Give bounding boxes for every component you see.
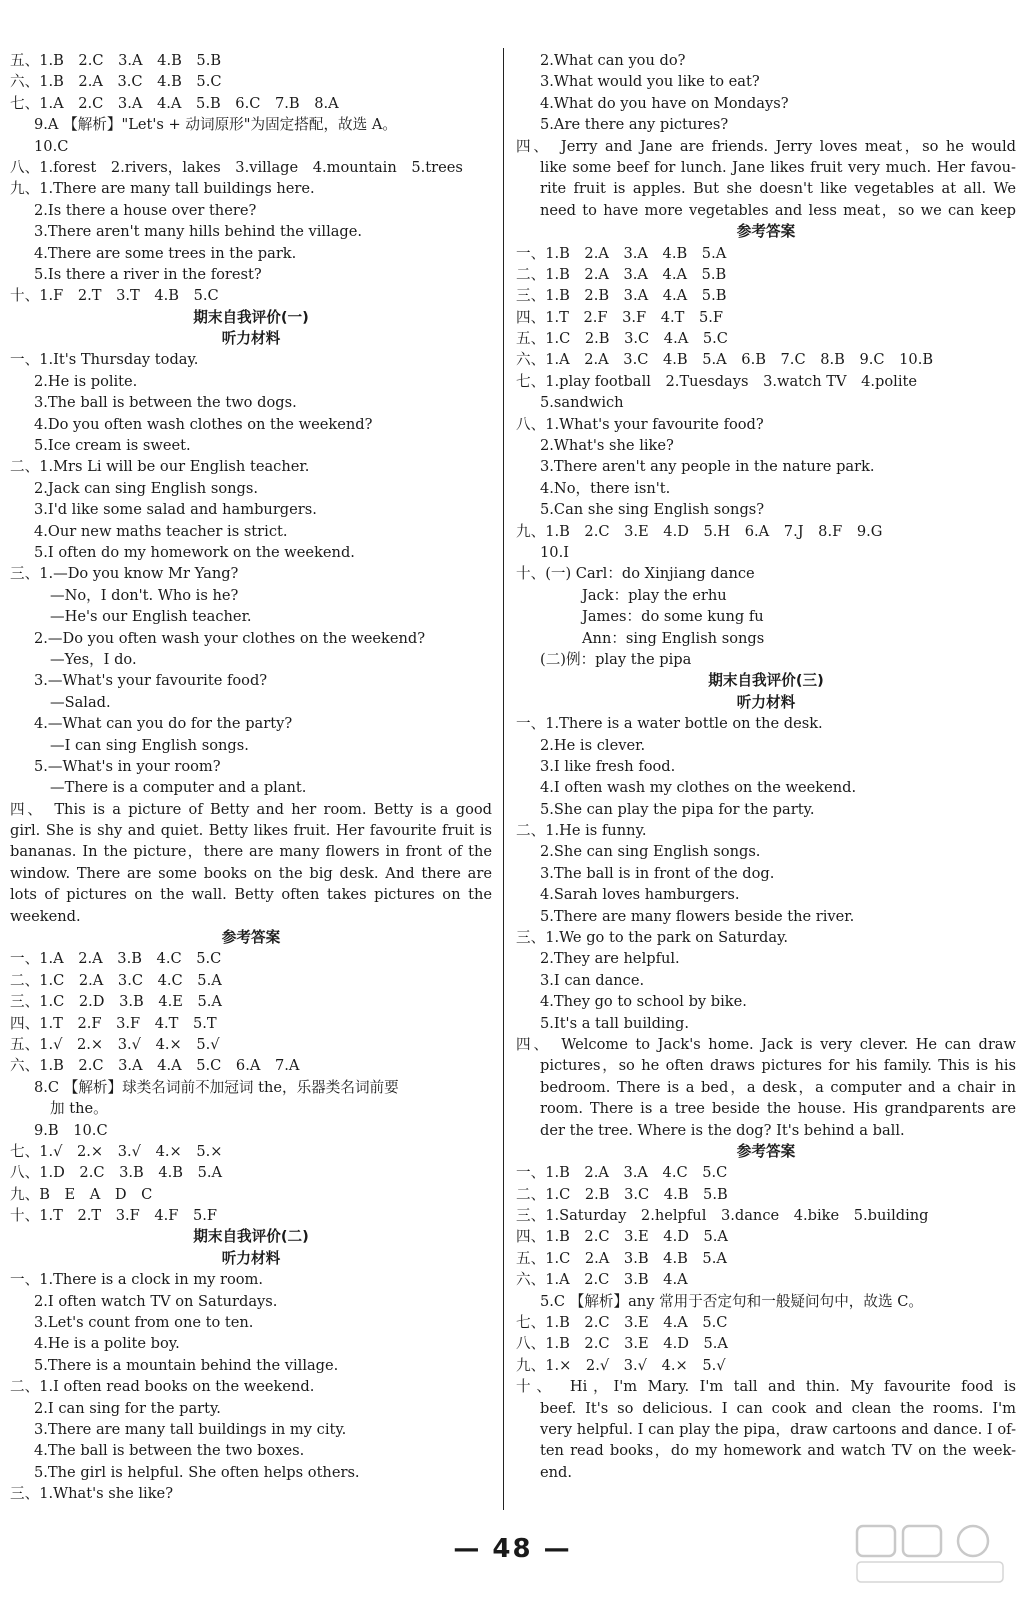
answer-line: 五、1.C 2.A 3.B 4.B 5.A — [516, 1249, 727, 1267]
paragraph-line: 四、 Jerry and Jane are friends. Jerry loves meat，so he would — [516, 137, 1016, 155]
watermark-logo — [855, 1524, 1005, 1586]
answer-line: 10.I — [540, 543, 569, 561]
transcript-line: 2.They are helpful. — [540, 950, 680, 968]
transcript-line: —Yes，I do. — [50, 650, 137, 668]
transcript-line: 5.She can play the pipa for the party. — [540, 800, 815, 818]
paragraph-line: weekend. — [10, 907, 81, 925]
page-number: — 48 — — [453, 1534, 572, 1564]
transcript-line: 5.I often do my homework on the weekend. — [34, 543, 355, 561]
paragraph-line: 十、 Hi，I'm Mary. I'm tall and thin. My favourite food is — [516, 1378, 1016, 1396]
answer-line: James：do some kung fu — [582, 608, 764, 626]
answer-line: 10.C — [34, 137, 69, 155]
transcript-line: 三、1.What's she like? — [10, 1485, 174, 1503]
answer-line: 一、1.A 2.A 3.B 4.C 5.C — [10, 950, 222, 968]
answer-line: 八、1.B 2.C 3.E 4.D 5.A — [516, 1335, 728, 1353]
section-subtitle: 听力材料 — [221, 1249, 281, 1267]
answer-line: 九、1.B 2.C 3.E 4.D 5.H 6.A 7.J 8.F 9.G — [516, 522, 883, 540]
answer-line: Ann：sing English songs — [582, 629, 765, 647]
analysis-line: 9.A 【解析】"Let's + 动词原形"为固定搭配，故选 A。 — [34, 116, 397, 134]
answer-line: 四、1.T 2.F 3.F 4.T 5.T — [10, 1014, 217, 1032]
transcript-line: 5.It's a tall building. — [540, 1014, 690, 1032]
answer-line: 六、1.B 2.A 3.C 4.B 5.C — [10, 73, 222, 91]
transcript-line: 4.What do you have on Mondays? — [540, 94, 789, 112]
answer-line: 五、1.C 2.B 3.C 4.A 5.C — [516, 330, 728, 348]
answer-line: 二、1.C 2.A 3.C 4.C 5.A — [10, 971, 222, 989]
analysis-line: 加 the。 — [50, 1100, 108, 1118]
paragraph-line: 四、 Welcome to Jack's home. Jack is very clever. He can draw — [516, 1035, 1016, 1053]
section-title: 期末自我评价(二) — [193, 1228, 309, 1246]
answer-line: 9.B 10.C — [34, 1121, 108, 1139]
answer-line: (二)例：play the pipa — [540, 650, 692, 668]
transcript-line: 2.I often watch TV on Saturdays. — [34, 1292, 278, 1310]
paragraph-line: girl. She is shy and quiet. Betty likes fruit. Her favourite fruit is — [10, 822, 492, 840]
answer-line: 五、1.B 2.C 3.A 4.B 5.B — [10, 52, 222, 69]
paragraph-line: window. There are some books on the big desk. And there are — [10, 864, 492, 882]
transcript-line: 5.There is a mountain behind the village. — [34, 1356, 339, 1374]
paragraph-line: lots of pictures on the wall. Betty often takes pictures on the — [10, 886, 492, 904]
answer-line: 2.What's she like? — [540, 437, 674, 455]
analysis-line: 8.C 【解析】球类名词前不加冠词 the，乐器类名词前要 — [34, 1078, 399, 1096]
transcript-line: 4.I often wash my clothes on the weekend. — [540, 779, 857, 797]
transcript-line: 4.The ball is between the two boxes. — [34, 1442, 305, 1460]
transcript-line: —No，I don't. Who is he? — [50, 586, 239, 604]
paragraph-line: 四、 This is a picture of Betty and her room. Betty is a good — [10, 800, 492, 818]
answer-line: 七、1.play football 2.Tuesdays 3.watch TV 4.polite — [516, 372, 918, 390]
transcript-line: 2.Jack can sing English songs. — [34, 479, 258, 497]
answer-line: 三、1.B 2.B 3.A 4.A 5.B — [516, 287, 727, 305]
answer-line: 九、B E A D C — [10, 1185, 153, 1203]
transcript-line: 2.He is clever. — [540, 736, 646, 754]
answer-line: 十、(一) Carl：do Xinjiang dance — [516, 565, 755, 583]
transcript-line: 3.I'd like some salad and hamburgers. — [34, 501, 317, 519]
answer-line: 三、1.Saturday 2.helpful 3.dance 4.bike 5.building — [516, 1207, 929, 1225]
transcript-line: 4.Our new maths teacher is strict. — [34, 522, 288, 540]
answer-line: 六、1.A 2.A 3.C 4.B 5.A 6.B 7.C 8.B 9.C 10.B — [516, 351, 934, 369]
transcript-line: 5.Are there any pictures? — [540, 116, 729, 134]
transcript-line: 4.—What can you do for the party? — [34, 715, 293, 733]
paragraph-line: ten read books，do my homework and watch TV on the week- — [540, 1442, 1016, 1460]
transcript-line: 4.Do you often wash clothes on the weekend? — [34, 415, 373, 433]
answer-line: 十、1.T 2.T 3.F 4.F 5.F — [10, 1207, 218, 1225]
transcript-line: 3.I can dance. — [540, 971, 645, 989]
transcript-line: 三、1.We go to the park on Saturday. — [516, 929, 789, 947]
paragraph-line: like some beef for lunch. Jane likes fruit very much. Her favou- — [540, 158, 1016, 176]
answer-line: 六、1.B 2.C 3.A 4.A 5.C 6.A 7.A — [10, 1057, 300, 1075]
right-column — [516, 50, 1016, 1483]
paragraph-line: pictures，so he often draws pictures for his family. This is his — [540, 1057, 1016, 1075]
transcript-line: 3.The ball is in front of the dog. — [540, 864, 775, 882]
section-title: 期末自我评价(一) — [193, 308, 309, 326]
paragraph-line: need to have more vegetables and less meat，so we can keep — [540, 201, 1016, 219]
transcript-line: 4.Sarah loves hamburgers. — [540, 886, 740, 904]
answer-line: 一、1.B 2.A 3.A 4.C 5.C — [516, 1164, 728, 1182]
answer-line: 二、1.C 2.B 3.C 4.B 5.B — [516, 1185, 728, 1203]
column-divider — [503, 48, 504, 1510]
analysis-line: 5.C 【解析】any 常用于否定句和一般疑问句中，故选 C。 — [540, 1292, 923, 1310]
answer-line: 十、1.F 2.T 3.T 4.B 5.C — [10, 287, 219, 305]
transcript-line: 2.I can sing for the party. — [34, 1399, 221, 1417]
section-subtitle: 参考答案 — [736, 1142, 796, 1160]
section-subtitle: 听力材料 — [736, 693, 796, 711]
transcript-line: 4.He is a polite boy. — [34, 1335, 180, 1353]
paragraph-line: bedroom. There is a bed，a desk，a computer and a chair in — [540, 1078, 1016, 1096]
answer-line: 八、1.What's your favourite food? — [516, 415, 764, 433]
transcript-line: 二、1.Mrs Li will be our English teacher. — [10, 458, 310, 476]
answer-line: 3.There aren't many hills behind the village. — [34, 223, 363, 241]
answer-line: Jack：play the erhu — [582, 586, 727, 604]
transcript-line: —Salad. — [50, 693, 111, 711]
transcript-line: 3.Let's count from one to ten. — [34, 1314, 254, 1332]
transcript-line: 三、1.—Do you know Mr Yang? — [10, 565, 239, 583]
transcript-line: 5.There are many flowers beside the river. — [540, 907, 855, 925]
section-subtitle: 参考答案 — [736, 223, 796, 241]
paragraph-line: beef. It's so delicious. I can cook and clean the rooms. I'm — [540, 1399, 1016, 1417]
transcript-line: 5.The girl is helpful. She often helps others. — [34, 1463, 360, 1481]
answer-line: 二、1.B 2.A 3.A 4.A 5.B — [516, 265, 727, 283]
answer-line: 八、1.D 2.C 3.B 4.B 5.A — [10, 1164, 223, 1182]
transcript-line: 2.She can sing English songs. — [540, 843, 761, 861]
answer-line: 4.No，there isn't. — [540, 479, 671, 497]
section-subtitle: 参考答案 — [221, 929, 281, 947]
answer-line: 3.There aren't any people in the nature park. — [540, 458, 875, 476]
answer-line: 五、1.√ 2.× 3.√ 4.× 5.√ — [10, 1035, 220, 1053]
transcript-line: 3.What would you like to eat? — [540, 73, 760, 91]
answer-line: 九、1.× 2.√ 3.√ 4.× 5.√ — [516, 1356, 726, 1374]
transcript-line: 一、1.It's Thursday today. — [10, 351, 199, 369]
transcript-line: 2.What can you do? — [540, 52, 686, 69]
answer-line: 七、1.A 2.C 3.A 4.A 5.B 6.C 7.B 8.A — [10, 94, 339, 112]
paragraph-line: very helpful. I can play the pipa，draw cartoons and dance. I of- — [540, 1421, 1016, 1438]
answer-line: 5.sandwich — [540, 394, 624, 412]
answer-line: 一、1.B 2.A 3.A 4.B 5.A — [516, 244, 727, 262]
transcript-line: 3.There are many tall buildings in my city. — [34, 1421, 347, 1438]
paragraph-line: room. There is a tree beside the house. His grandparents are — [540, 1100, 1016, 1118]
answer-line: 5.Can she sing English songs? — [540, 501, 765, 519]
transcript-line: —I can sing English songs. — [50, 736, 249, 754]
transcript-line: 2.He is polite. — [34, 372, 138, 390]
answer-line: 四、1.B 2.C 3.E 4.D 5.A — [516, 1228, 728, 1246]
answer-line: 六、1.A 2.C 3.B 4.A — [516, 1271, 688, 1289]
transcript-line: 二、1.He is funny. — [516, 822, 647, 840]
section-title: 期末自我评价(三) — [708, 672, 824, 690]
transcript-line: 2.—Do you often wash your clothes on the weekend? — [34, 629, 426, 647]
section-subtitle: 听力材料 — [221, 330, 281, 348]
answer-line: 2.Is there a house over there? — [34, 201, 257, 219]
transcript-line: 3.The ball is between the two dogs. — [34, 394, 297, 412]
answer-line: 九、1.There are many tall buildings here. — [10, 180, 315, 198]
paragraph-line: der the tree. Where is the dog? It's behind a ball. — [540, 1121, 905, 1139]
transcript-line: 3.—What's your favourite food? — [34, 672, 268, 690]
left-column — [10, 50, 492, 1505]
transcript-line: 5.Ice cream is sweet. — [34, 437, 191, 455]
transcript-line: 一、1.There is a clock in my room. — [10, 1271, 264, 1289]
watermark-logo-icon — [855, 1524, 1005, 1586]
paragraph-line: end. — [540, 1463, 573, 1481]
transcript-line: 3.I like fresh food. — [540, 757, 676, 775]
answer-line: 5.Is there a river in the forest? — [34, 265, 262, 283]
answer-line: 八、1.forest 2.rivers，lakes 3.village 4.mountain 5.trees — [10, 158, 463, 176]
answer-line: 三、1.C 2.D 3.B 4.E 5.A — [10, 993, 222, 1011]
answer-line: 四、1.T 2.F 3.F 4.T 5.F — [516, 308, 724, 326]
transcript-line: 一、1.There is a water bottle on the desk. — [516, 715, 823, 733]
answer-line: 七、1.B 2.C 3.E 4.A 5.C — [516, 1314, 728, 1332]
transcript-line: 4.They go to school by bike. — [540, 993, 747, 1011]
transcript-line: —He's our English teacher. — [50, 608, 252, 626]
paragraph-line: rite fruit is apples. But she doesn't like vegetables at all. We — [540, 180, 1016, 198]
transcript-line: 二、1.I often read books on the weekend. — [10, 1378, 315, 1396]
answer-line: 七、1.√ 2.× 3.√ 4.× 5.× — [10, 1142, 223, 1160]
transcript-line: 5.—What's in your room? — [34, 757, 221, 775]
transcript-line: —There is a computer and a plant. — [50, 779, 307, 797]
paragraph-line: bananas. In the picture，there are many flowers in front of the — [10, 843, 492, 861]
answer-line: 4.There are some trees in the park. — [34, 244, 297, 262]
